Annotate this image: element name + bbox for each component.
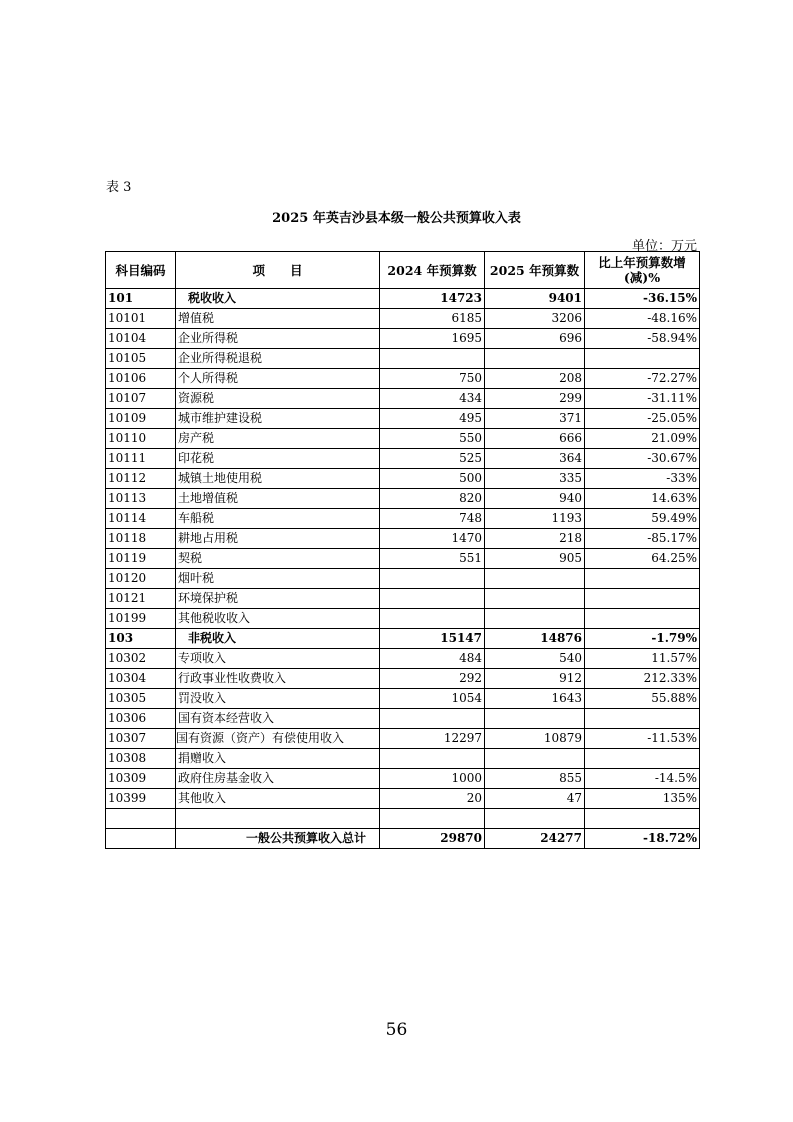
cell-item: 耕地占用税 (176, 529, 380, 549)
cell-item: 其他税收收入 (176, 609, 380, 629)
cell-2025: 666 (485, 429, 585, 449)
cell-item: 企业所得税 (176, 329, 380, 349)
cell-2025: 540 (485, 649, 585, 669)
cell-item: 专项收入 (176, 649, 380, 669)
table-row (106, 829, 700, 849)
cell-2025 (485, 749, 585, 769)
cell-change: 212.33% (585, 669, 700, 689)
cell-2024: 550 (380, 429, 485, 449)
cell-2025: 10879 (485, 729, 585, 749)
cell-2025: 9401 (485, 289, 585, 309)
cell-code (106, 829, 176, 849)
cell-change (585, 609, 700, 629)
table-row (106, 329, 700, 349)
cell-change: -1.79% (585, 629, 700, 649)
cell-code: 10107 (106, 389, 176, 409)
cell-item: 增值税 (176, 309, 380, 329)
cell-change (585, 569, 700, 589)
table-row (106, 409, 700, 429)
cell-change: -25.05% (585, 409, 700, 429)
header-2024: 2024 年预算数 (380, 252, 485, 289)
cell-2024: 1054 (380, 689, 485, 709)
cell-code: 10305 (106, 689, 176, 709)
cell-code: 103 (106, 629, 176, 649)
cell-2025: 3206 (485, 309, 585, 329)
cell-2025: 1193 (485, 509, 585, 529)
cell-code: 10101 (106, 309, 176, 329)
cell-item: 契税 (176, 549, 380, 569)
cell-code: 10114 (106, 509, 176, 529)
cell-2024: 1000 (380, 769, 485, 789)
table-row (106, 689, 700, 709)
cell-2025: 335 (485, 469, 585, 489)
cell-2025: 1643 (485, 689, 585, 709)
cell-change: -33% (585, 469, 700, 489)
cell-change (585, 709, 700, 729)
cell-change: 59.49% (585, 509, 700, 529)
cell-2025: 905 (485, 549, 585, 569)
cell-code: 10306 (106, 709, 176, 729)
cell-item: 土地增值税 (176, 489, 380, 509)
cell-2024: 434 (380, 389, 485, 409)
cell-change (585, 589, 700, 609)
cell-item: 一般公共预算收入总计 (176, 829, 380, 849)
cell-2024 (380, 569, 485, 589)
cell-2024: 484 (380, 649, 485, 669)
cell-code: 10104 (106, 329, 176, 349)
header-code: 科目编码 (106, 252, 176, 289)
cell-change: -31.11% (585, 389, 700, 409)
cell-change: -18.72% (585, 829, 700, 849)
cell-item: 个人所得税 (176, 369, 380, 389)
cell-item: 其他收入 (176, 789, 380, 809)
cell-change: -85.17% (585, 529, 700, 549)
cell-2024: 29870 (380, 829, 485, 849)
cell-item: 城镇土地使用税 (176, 469, 380, 489)
table-row (106, 569, 700, 589)
cell-2024: 495 (380, 409, 485, 429)
cell-code: 10309 (106, 769, 176, 789)
cell-code: 10110 (106, 429, 176, 449)
cell-2024: 750 (380, 369, 485, 389)
cell-item: 税收收入 (176, 289, 380, 309)
cell-code: 10109 (106, 409, 176, 429)
cell-code (106, 809, 176, 829)
cell-change: 64.25% (585, 549, 700, 569)
table-row (106, 469, 700, 489)
cell-2024: 14723 (380, 289, 485, 309)
cell-2025: 299 (485, 389, 585, 409)
table-row (106, 509, 700, 529)
cell-2024: 525 (380, 449, 485, 469)
cell-2025 (485, 809, 585, 829)
header-2025: 2025 年预算数 (485, 252, 585, 289)
cell-code: 10399 (106, 789, 176, 809)
cell-2024: 1695 (380, 329, 485, 349)
cell-2024: 20 (380, 789, 485, 809)
cell-2025: 47 (485, 789, 585, 809)
cell-2024: 748 (380, 509, 485, 529)
cell-item: 烟叶税 (176, 569, 380, 589)
cell-2025: 364 (485, 449, 585, 469)
cell-item: 政府住房基金收入 (176, 769, 380, 789)
cell-code: 10121 (106, 589, 176, 609)
cell-code: 10106 (106, 369, 176, 389)
table-row (106, 789, 700, 809)
table-row (106, 349, 700, 369)
table-row (106, 649, 700, 669)
cell-code: 10111 (106, 449, 176, 469)
table-row (106, 629, 700, 649)
cell-2025: 218 (485, 529, 585, 549)
cell-change: 55.88% (585, 689, 700, 709)
cell-2024: 292 (380, 669, 485, 689)
cell-change: -58.94% (585, 329, 700, 349)
table-row (106, 429, 700, 449)
cell-2025: 371 (485, 409, 585, 429)
cell-code: 10304 (106, 669, 176, 689)
table-body (106, 289, 700, 849)
table-row (106, 549, 700, 569)
cell-2025 (485, 349, 585, 369)
cell-change (585, 809, 700, 829)
cell-item: 行政事业性收费收入 (176, 669, 380, 689)
cell-2025: 14876 (485, 629, 585, 649)
header-item: 项 目 (176, 252, 380, 289)
table-row (106, 529, 700, 549)
cell-2025: 855 (485, 769, 585, 789)
cell-item (176, 809, 380, 829)
cell-code: 10113 (106, 489, 176, 509)
cell-code: 10118 (106, 529, 176, 549)
cell-change: 21.09% (585, 429, 700, 449)
table-row (106, 729, 700, 749)
table-row (106, 809, 700, 829)
cell-code: 10308 (106, 749, 176, 769)
cell-2024 (380, 749, 485, 769)
cell-change: -48.16% (585, 309, 700, 329)
table-header-row (106, 252, 700, 289)
page-number: 56 (385, 1020, 408, 1040)
table-label: 表 3 (106, 180, 132, 195)
cell-code: 10307 (106, 729, 176, 749)
cell-2024: 820 (380, 489, 485, 509)
cell-2025: 24277 (485, 829, 585, 849)
cell-change (585, 349, 700, 369)
cell-item: 印花税 (176, 449, 380, 469)
cell-2024: 551 (380, 549, 485, 569)
cell-change: 135% (585, 789, 700, 809)
cell-change: -14.5% (585, 769, 700, 789)
table-row (106, 309, 700, 329)
cell-2024 (380, 809, 485, 829)
header-change: 比上年预算数增(减)% (585, 252, 700, 289)
page-title: 2025 年英吉沙县本级一般公共预算收入表 (272, 211, 521, 226)
cell-item: 环境保护税 (176, 589, 380, 609)
cell-item: 国有资本经营收入 (176, 709, 380, 729)
cell-change: -72.27% (585, 369, 700, 389)
cell-2024 (380, 709, 485, 729)
cell-2024: 12297 (380, 729, 485, 749)
cell-change: 14.63% (585, 489, 700, 509)
table-row (106, 749, 700, 769)
cell-item: 资源税 (176, 389, 380, 409)
cell-item: 车船税 (176, 509, 380, 529)
cell-2024: 15147 (380, 629, 485, 649)
cell-item: 罚没收入 (176, 689, 380, 709)
table-row (106, 449, 700, 469)
cell-item: 企业所得税退税 (176, 349, 380, 369)
cell-code: 10105 (106, 349, 176, 369)
cell-change: -36.15% (585, 289, 700, 309)
cell-code: 101 (106, 289, 176, 309)
budget-table (105, 251, 700, 849)
table-row (106, 589, 700, 609)
cell-item: 国有资源（资产）有偿使用收入 (176, 729, 380, 749)
cell-2025: 208 (485, 369, 585, 389)
cell-2024: 500 (380, 469, 485, 489)
unit-label: 单位：万元 (631, 239, 697, 254)
table-row (106, 709, 700, 729)
cell-2024 (380, 609, 485, 629)
cell-2025: 912 (485, 669, 585, 689)
cell-item: 捐赠收入 (176, 749, 380, 769)
cell-item: 非税收入 (176, 629, 380, 649)
table-row (106, 369, 700, 389)
cell-2024 (380, 589, 485, 609)
cell-code: 10120 (106, 569, 176, 589)
table-row (106, 769, 700, 789)
cell-2025 (485, 709, 585, 729)
cell-change (585, 749, 700, 769)
table-row (106, 609, 700, 629)
cell-code: 10199 (106, 609, 176, 629)
table-row (106, 669, 700, 689)
cell-change: 11.57% (585, 649, 700, 669)
cell-item: 城市维护建设税 (176, 409, 380, 429)
cell-2025: 940 (485, 489, 585, 509)
cell-code: 10112 (106, 469, 176, 489)
cell-2024: 1470 (380, 529, 485, 549)
cell-2025 (485, 589, 585, 609)
table-row (106, 289, 700, 309)
cell-2025 (485, 609, 585, 629)
cell-2024 (380, 349, 485, 369)
cell-code: 10302 (106, 649, 176, 669)
cell-change: -11.53% (585, 729, 700, 749)
cell-2025: 696 (485, 329, 585, 349)
cell-2024: 6185 (380, 309, 485, 329)
cell-item: 房产税 (176, 429, 380, 449)
cell-2025 (485, 569, 585, 589)
table-row (106, 489, 700, 509)
table-row (106, 389, 700, 409)
cell-code: 10119 (106, 549, 176, 569)
cell-change: -30.67% (585, 449, 700, 469)
